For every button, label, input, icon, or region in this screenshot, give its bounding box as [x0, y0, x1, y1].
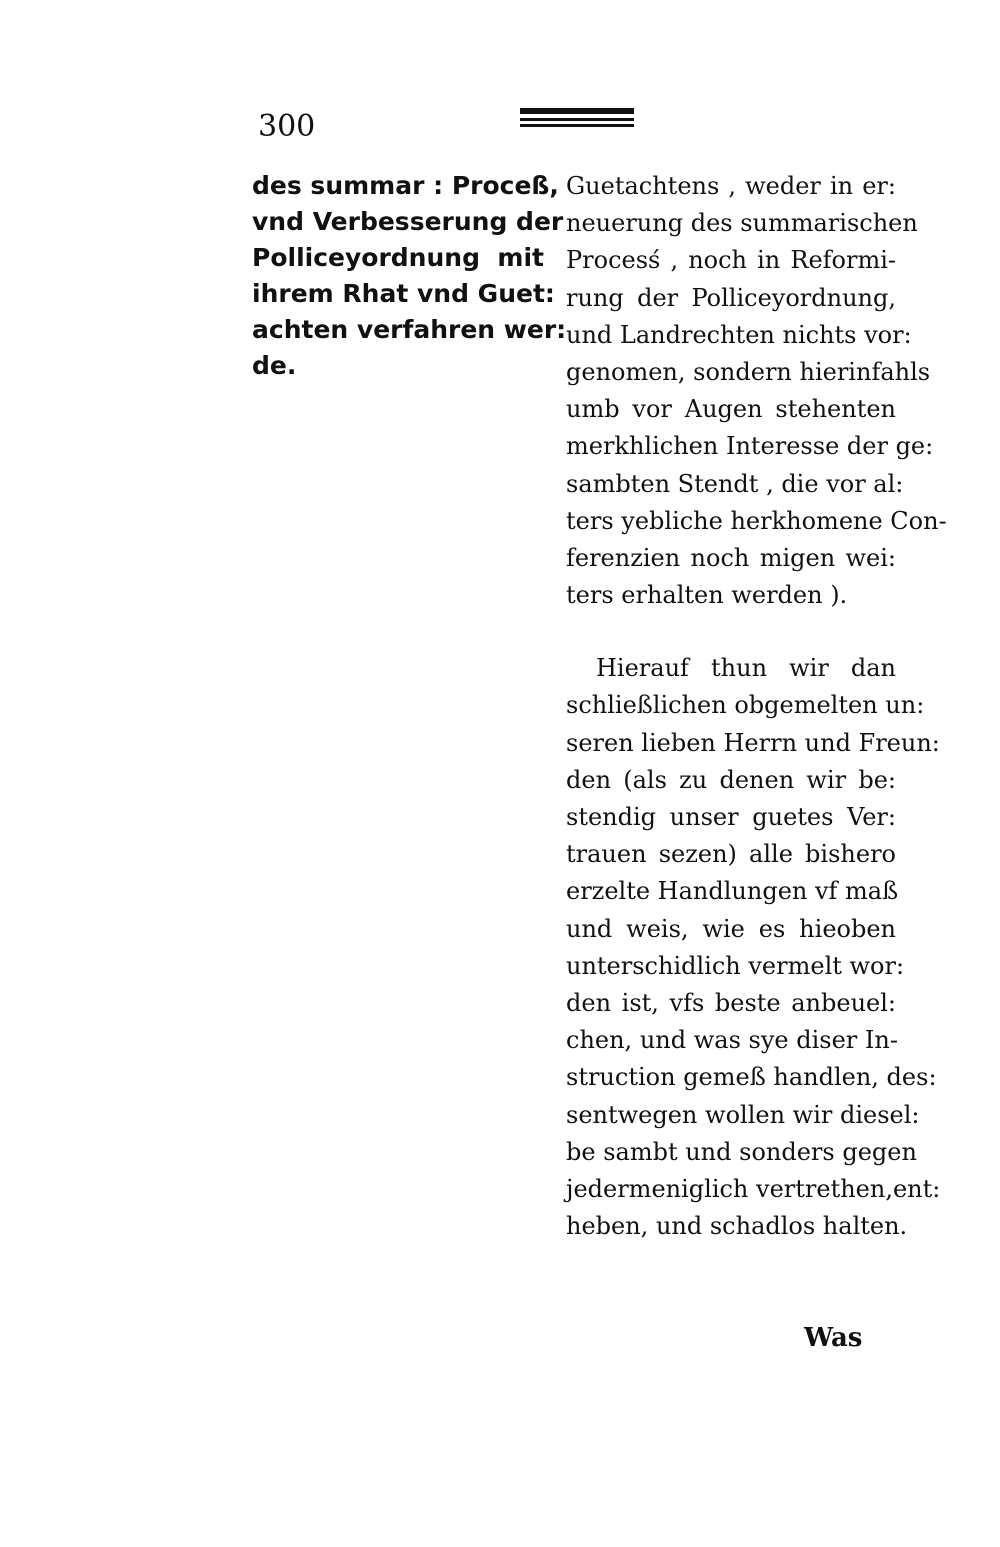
body-line: be sambt und sonders gegen [566, 1137, 917, 1166]
left-line: de. [252, 351, 297, 380]
body-line: chen, und was sye diser In- [566, 1026, 898, 1055]
body-line: trauen sezen) alle bishero [566, 840, 896, 869]
left-line: achten verfahren wer: [252, 315, 567, 344]
body-line: Procesś , noch in Reformi- [566, 246, 896, 275]
page-number: 300 [258, 109, 316, 144]
body-line: Hierauf thun wir dan [596, 654, 896, 683]
body-line: schließlichen obgemelten un: [566, 691, 925, 720]
body-line: heben, und schadlos halten. [566, 1212, 908, 1241]
body-line: ferenzien noch migen wei: [566, 543, 896, 572]
body-line: struction gemeß handlen, des: [566, 1063, 937, 1092]
body-line: jedermeniglich vertrethen,ent: [566, 1174, 941, 1203]
body-line: ters yebliche herkhomene Con- [566, 506, 947, 535]
body-line: unterschidlich vermelt wor: [566, 951, 905, 980]
body-line: stendig unser guetes Ver: [566, 803, 896, 831]
body-line: sambten Stendt , die vor al: [566, 469, 904, 498]
right-column-body-text [566, 168, 947, 1245]
header-rule [520, 108, 634, 130]
body-line: sentwegen wollen wir diesel: [566, 1100, 920, 1129]
header-rule-bar-thin [520, 118, 634, 121]
left-line: ihrem Rhat vnd Guet: [252, 279, 555, 308]
header-rule-bar-thin [520, 124, 634, 127]
body-line: den ist, vfs beste anbeuel: [566, 988, 896, 1017]
left-line: des summar : Proceß, [252, 171, 559, 200]
body-line: erzelte Handlungen vf maß [566, 877, 899, 906]
body-line: und weis, wie es hieoben [566, 914, 896, 943]
paragraph-2 [566, 650, 941, 1245]
body-line: ters erhalten werden ). [566, 581, 848, 610]
header-rule-bar-thick [520, 108, 634, 114]
body-line: rung der Polliceyordnung, [566, 283, 896, 312]
left-column-marginal-note [252, 168, 567, 384]
body-line: seren lieben Herrn und Freun: [566, 728, 940, 757]
body-line: umb vor Augen stehenten [566, 395, 896, 424]
body-line: neuerung des summarischen [566, 209, 918, 238]
paragraph-1 [566, 168, 947, 614]
body-line: genomen, sondern hierinfahls [566, 357, 931, 386]
body-line: und Landrechten nichts vor: [566, 320, 912, 349]
body-line: merkhlichen Interesse der ge: [566, 432, 934, 461]
body-line: Guetachtens , weder in er: [566, 172, 896, 200]
left-line: vnd Verbesserung der [252, 207, 564, 236]
catchword: Was [804, 1323, 863, 1353]
body-line: den (als zu denen wir be: [566, 765, 896, 794]
left-line: Polliceyordnung mit [252, 243, 544, 272]
